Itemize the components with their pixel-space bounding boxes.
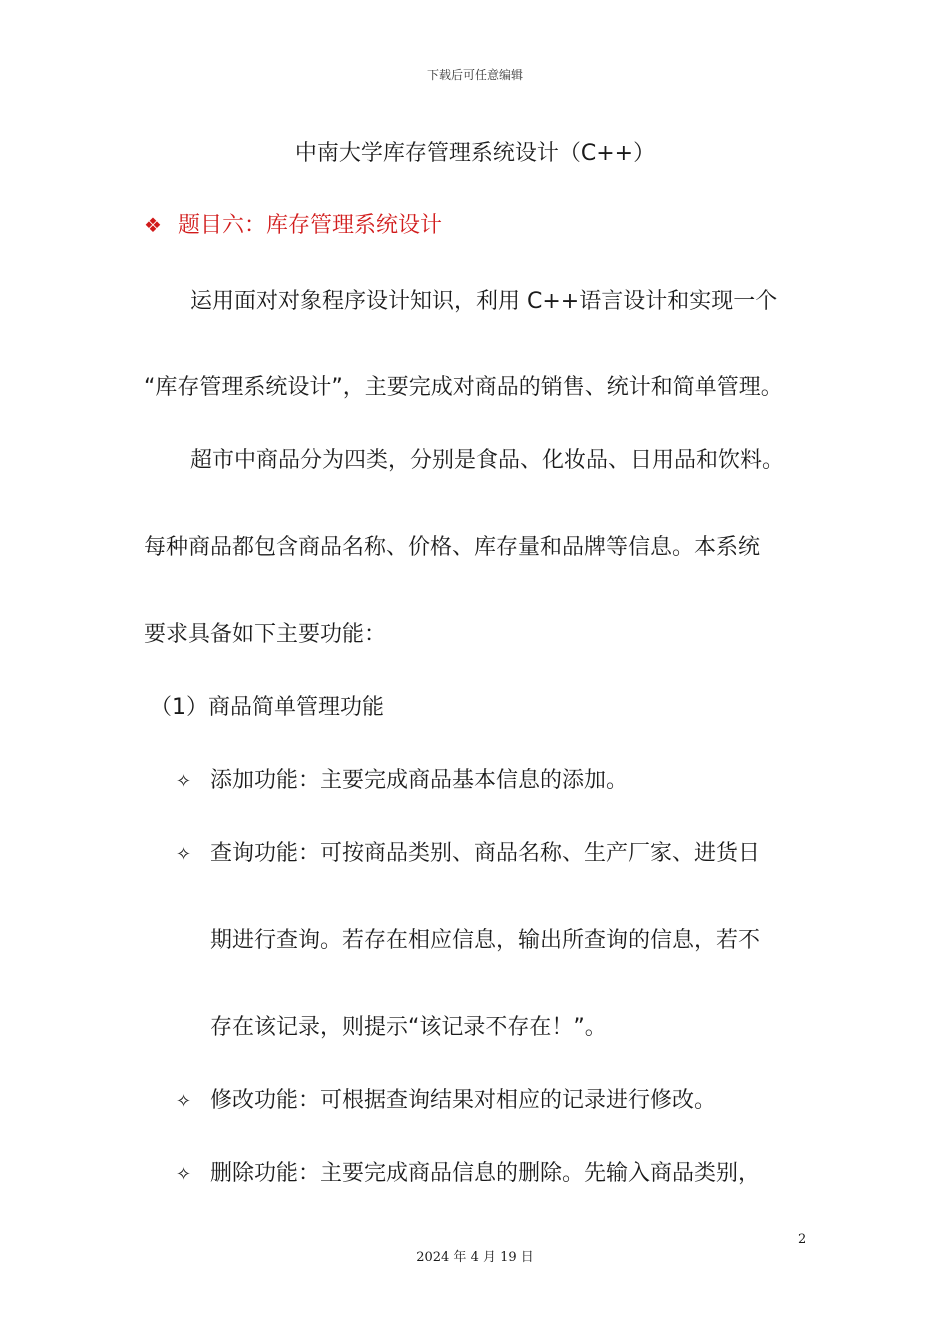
list-item-text: 修改功能：可根据查询结果对相应的记录进行修改。 (210, 1088, 717, 1113)
paragraph-line: 每种商品都包含商品名称、价格、库存量和品牌等信息。本系统 (144, 535, 761, 560)
list-item-continuation: 期进行查询。若存在相应信息，输出所查询的信息，若不 (210, 928, 761, 953)
four-point-star-icon: ✧ (176, 771, 192, 792)
list-item (176, 1083, 716, 1114)
document-title: 中南大学库存管理系统设计（C++） (294, 141, 656, 166)
four-point-star-icon: ✧ (176, 844, 192, 865)
list-item-text: 查询功能：可按商品类别、商品名称、生产厂家、进货日 (210, 841, 761, 866)
four-point-star-icon: ✧ (176, 1164, 192, 1185)
list-item-text: 删除功能：主要完成商品信息的删除。先输入商品类别， (210, 1161, 761, 1186)
list-item-text: 添加功能：主要完成商品基本信息的添加。 (210, 768, 629, 793)
paragraph-line: 运用面对对象程序设计知识，利用 C++语言设计和实现一个 (190, 289, 778, 314)
paragraph-line: 要求具备如下主要功能： (144, 622, 387, 647)
page-number: 2 (798, 1232, 807, 1247)
section-heading-text: 题目六：库存管理系统设计 (178, 213, 443, 238)
header-note: 下载后可任意编辑 (426, 68, 523, 82)
list-item-continuation: 存在该记录，则提示“该记录不存在！”。 (210, 1015, 607, 1040)
diamond-bullet-icon: ❖ (144, 213, 162, 237)
section-heading (144, 208, 442, 239)
numbered-item: （1）商品简单管理功能 (150, 695, 384, 720)
paragraph-line: “库存管理系统设计”，主要完成对商品的销售、统计和简单管理。 (144, 375, 783, 400)
list-item (176, 1156, 760, 1187)
list-item (176, 763, 628, 794)
footer-date: 2024 年 4 月 19 日 (416, 1250, 534, 1265)
paragraph-line: 超市中商品分为四类，分别是食品、化妆品、日用品和饮料。 (190, 448, 785, 473)
four-point-star-icon: ✧ (176, 1091, 192, 1112)
list-item (176, 836, 760, 867)
